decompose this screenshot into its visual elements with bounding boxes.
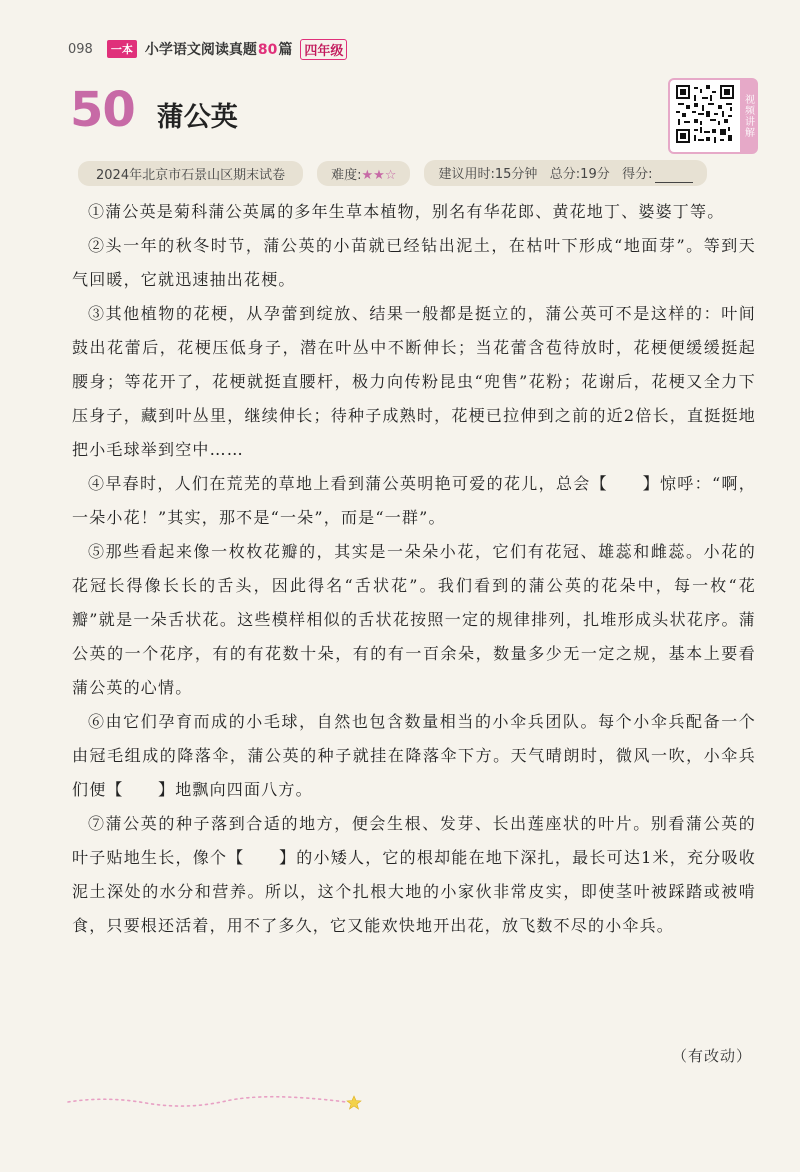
lesson-heading (70, 82, 238, 138)
time-score-info (424, 160, 706, 186)
brand-logo: 一本 (107, 40, 137, 58)
series-title (145, 39, 292, 59)
adaptation-note: （有改动） (671, 1047, 752, 1065)
series-suffix: 篇 (278, 42, 293, 58)
paragraph-5: ⑤那些看起来像一枚枚花瓣的，其实是一朵朵小花，它们有花冠、雄蕊和雌蕊。小花的花冠长得像长长的舌头，因此得名“舌状花”。我们看到的蒲公英的花朵中，每一枚“花瓣”就是一朵舌状花。这些模样相似的舌状花按照一定的规律排列，扎堆形成头状花序。蒲公英的一个花序，有的有花数十朵，有的有一百余朵，数量多少无一定之规，基本上要看蒲公英的心情。 (72, 542, 756, 697)
score-label: 得分: (622, 167, 653, 182)
exam-source: 2024年北京市石景山区期末试卷 (78, 161, 303, 186)
info-bar (78, 160, 721, 186)
paragraph-4: ④早春时，人们在荒芜的草地上看到蒲公英明艳可爱的花儿，总会【 】惊呼：“啊，一朵小花！”其实，那不是“一朵”，而是“一群”。 (72, 474, 756, 527)
lesson-number: 50 (70, 82, 135, 138)
page-header (68, 38, 347, 60)
difficulty-label: 难度: (331, 167, 362, 183)
grade-badge: 四年级 (300, 39, 347, 60)
qr-video-label: 视频讲解 (740, 80, 756, 152)
paragraph-6: ⑥由它们孕育而成的小毛球，自然也包含数量相当的小伞兵团队。每个小伞兵配备一个由冠毛组成的降落伞，蒲公英的种子就挂在降落伞下方。天气晴朗时，微风一吹，小伞兵们便【 】地飘向四面八方。 (72, 712, 756, 799)
series-prefix: 小学语文阅读真题 (144, 42, 257, 58)
qr-code-icon (676, 85, 734, 143)
total-score: 总分:19分 (549, 167, 610, 182)
page-number: 098 (68, 41, 93, 57)
difficulty-stars: ★★☆ (361, 167, 397, 183)
score-blank[interactable] (655, 167, 693, 183)
lesson-title: 蒲公英 (156, 102, 238, 133)
qr-code-panel[interactable] (668, 78, 758, 154)
paragraph-7: ⑦蒲公英的种子落到合适的地方，便会生根、发芽、长出莲座状的叶片。别看蒲公英的叶子贴地生长，像个【 】的小矮人，它的根却能在地下深扎，最长可达1米，充分吸收泥土深处的水分和营养。所以，这个扎根大地的小家伙非常皮实，即使茎叶被踩踏或被啃食，只要根还活着，用不了多久，它又能欢快地开出花，放飞数不尽的小伞兵。 (72, 814, 756, 935)
decorative-dotted-line-icon (66, 1094, 366, 1110)
series-number: 80 (257, 42, 278, 58)
paragraph-1: ①蒲公英是菊科蒲公英属的多年生草本植物，别名有华花郎、黄花地丁、婆婆丁等。 (88, 202, 725, 221)
paragraph-3: ③其他植物的花梗，从孕蕾到绽放、结果一般都是挺立的，蒲公英可不是这样的：叶间鼓出花蕾后，花梗压低身子，潜在叶丛中不断伸长；当花蕾含苞待放时，花梗便缓缓挺起腰身；等花开了，花梗就挺直腰杆，极力向传粉昆虫“兜售”花粉；花谢后，花梗又全力下压身子，藏到叶丛里，继续伸长；待种子成熟时，花梗已拉伸到之前的近2倍长，直挺挺地把小毛球举到空中…… (72, 304, 756, 459)
paragraph-2: ②头一年的秋冬时节，蒲公英的小苗就已经钻出泥土，在枯叶下形成“地面芽”。等到天气回暖，它就迅速抽出花梗。 (72, 236, 756, 289)
difficulty (317, 161, 410, 186)
article-body (72, 195, 756, 943)
suggested-time: 建议用时:15分钟 (438, 167, 538, 182)
